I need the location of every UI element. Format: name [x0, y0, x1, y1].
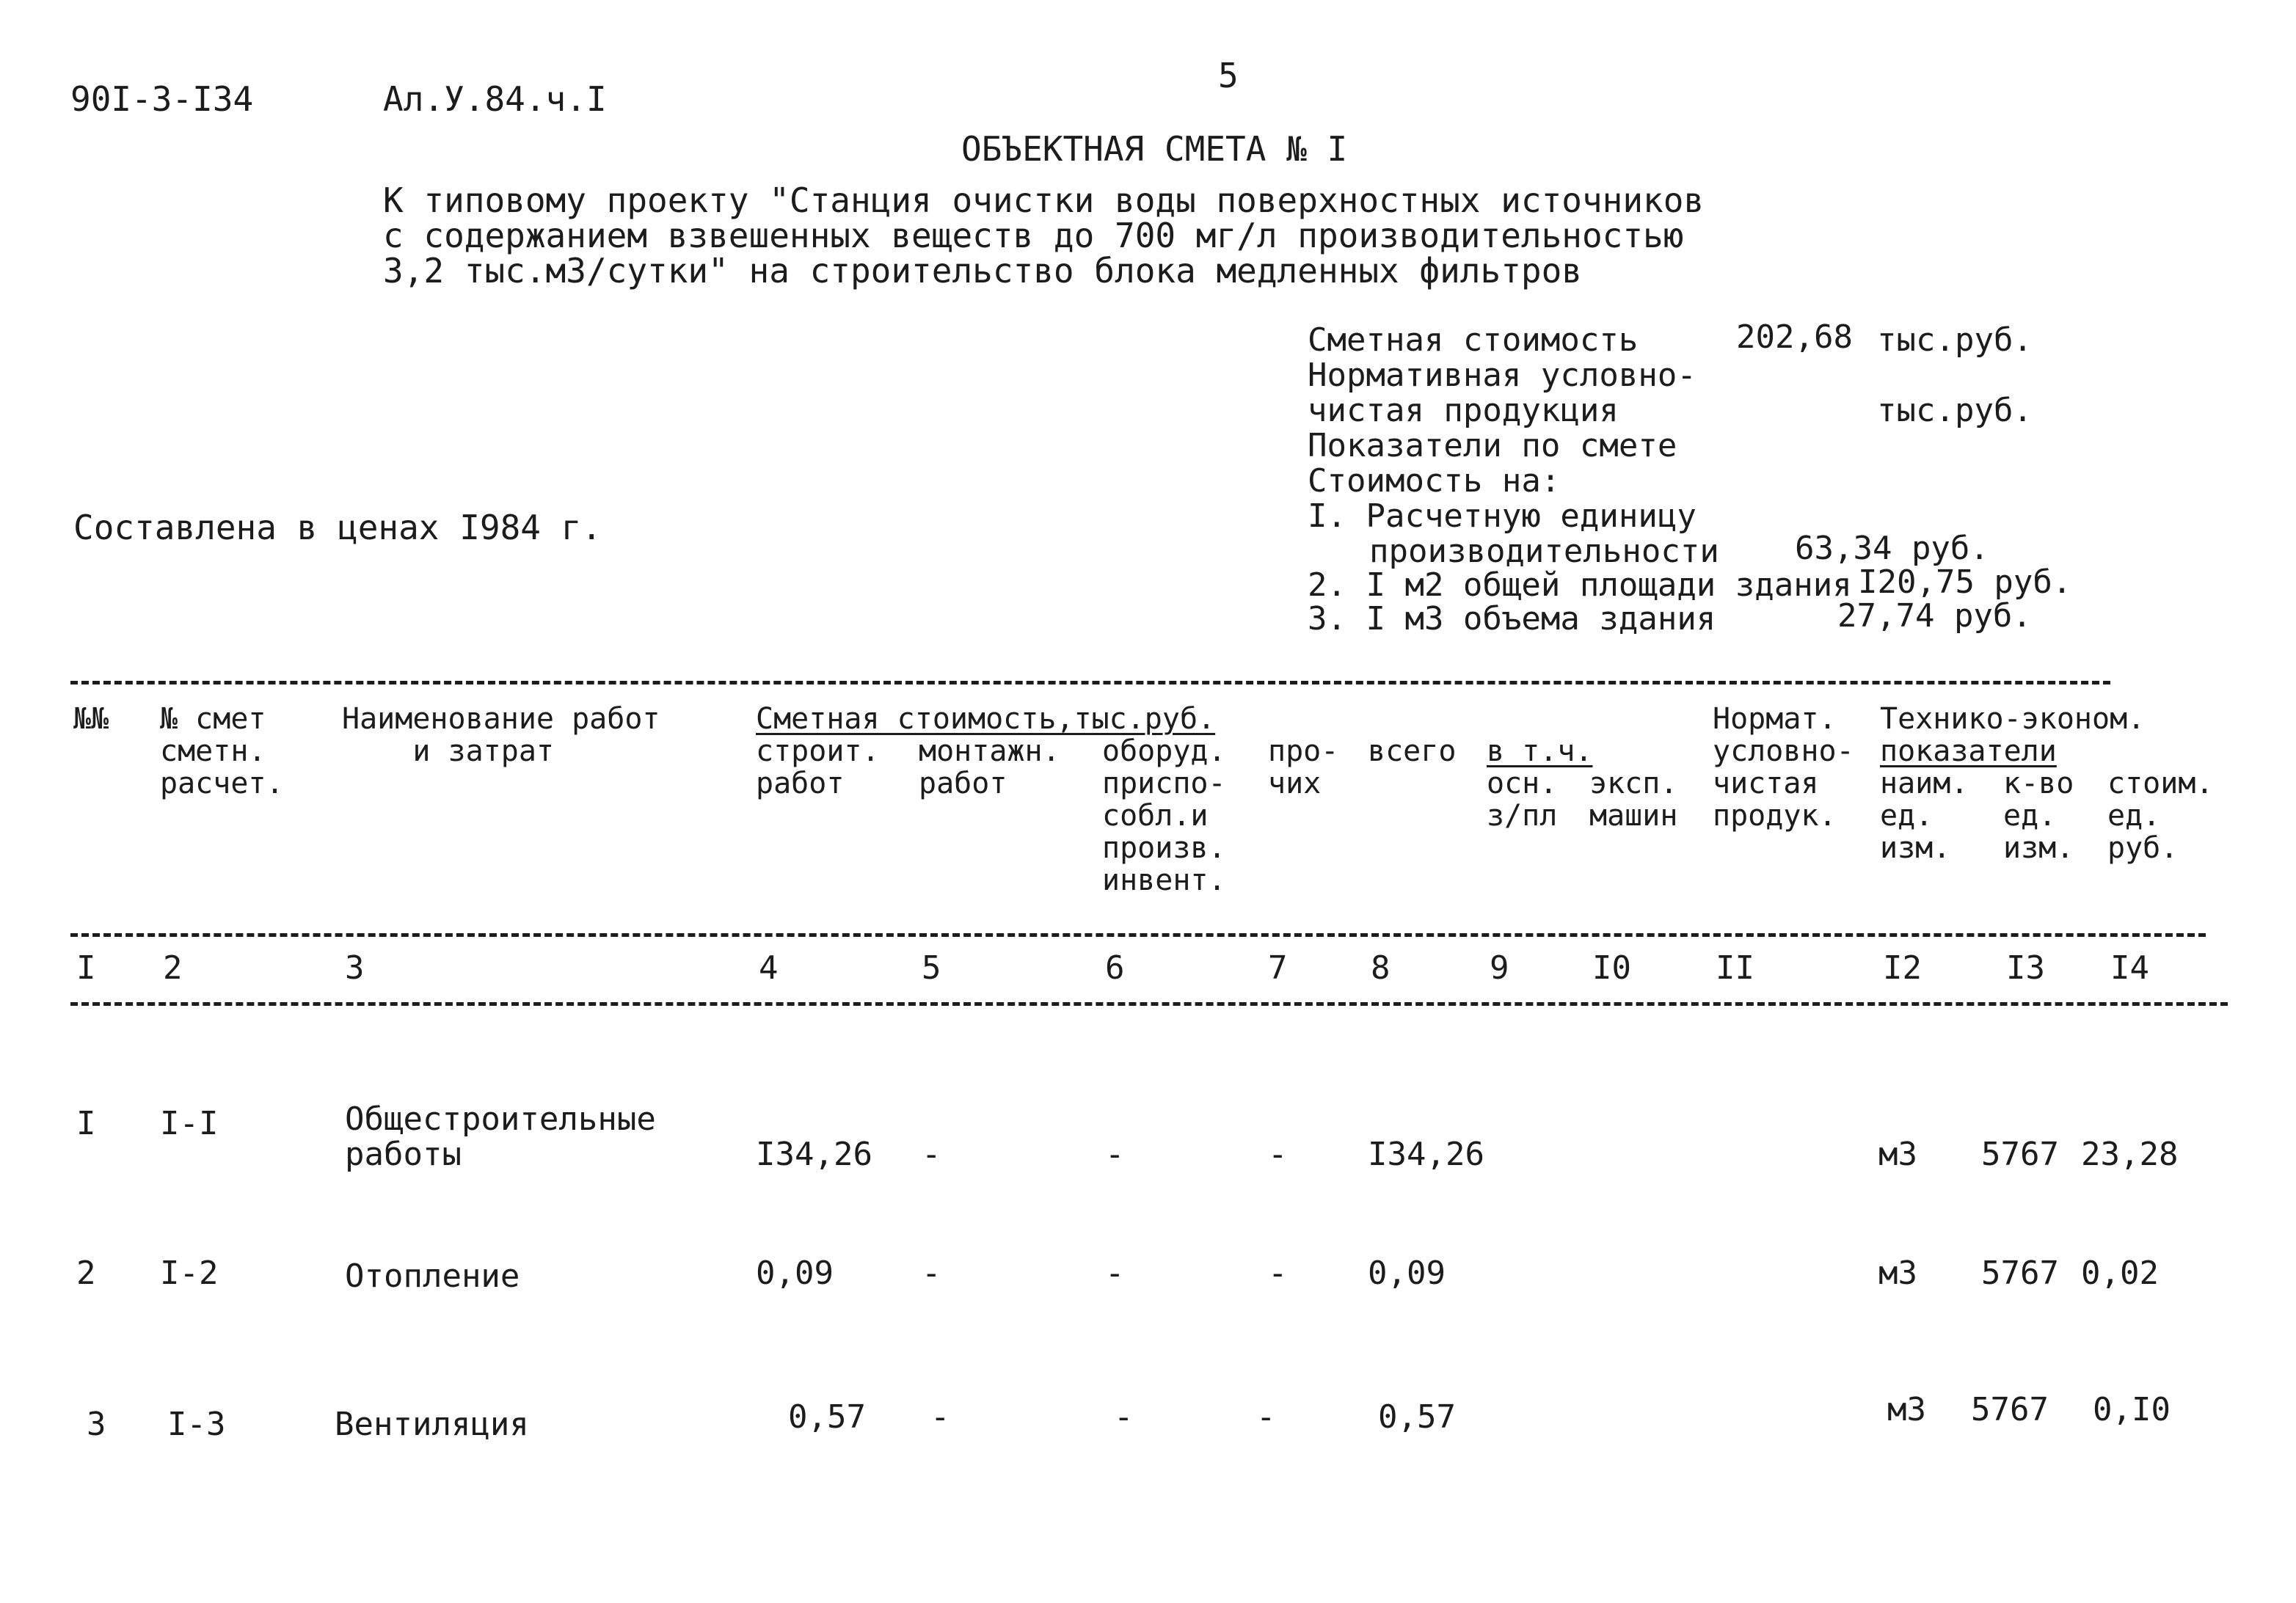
row-unit: м3	[1887, 1391, 1926, 1428]
row-construction: I34,26	[756, 1136, 872, 1173]
row-quantity: 5767	[1981, 1136, 2059, 1173]
header-machine-exploitation: эксп. машин	[1589, 767, 1678, 833]
column-number: 9	[1490, 949, 1509, 987]
area-cost-value: I20,75 руб.	[1858, 563, 2072, 601]
column-number: I0	[1592, 949, 1631, 987]
normative-unit: тыс.руб.	[1877, 392, 2033, 429]
document-code: 90I-3-I34	[70, 79, 254, 119]
column-number: 5	[922, 949, 941, 987]
row-unit: м3	[1878, 1255, 1917, 1292]
area-cost-label: 2. I м2 общей площади здания	[1308, 566, 1852, 604]
page-number: 5	[1218, 56, 1239, 95]
row-equipment: -	[1114, 1398, 1134, 1436]
row-other: -	[1268, 1136, 1288, 1173]
column-number: 7	[1268, 949, 1288, 987]
cost-on-label: Стоимость на:	[1308, 462, 1561, 500]
row-number: 3	[87, 1406, 106, 1443]
row-unit: м3	[1878, 1136, 1917, 1173]
header-unit-cost: стоим. ед. руб.	[2107, 767, 2214, 865]
volume-cost-label: 3. I м3 объема здания	[1308, 600, 1716, 638]
row-equipment: -	[1105, 1255, 1125, 1292]
normative-label-2: чистая продукция	[1308, 392, 1619, 429]
description-line-3: 3,2 тыс.м3/сутки" на строительство блока медленных фильтров	[383, 251, 1582, 291]
header-bottom-rule	[70, 933, 2206, 937]
description-line-2: с содержанием взвешенных веществ до 700 мг/л производительностью	[383, 216, 1684, 255]
row-work-name: Вентиляция	[335, 1406, 529, 1443]
row-number: I	[76, 1105, 96, 1142]
unit-capacity-label-2: производительности	[1369, 533, 1719, 570]
row-unit-cost: 23,28	[2081, 1136, 2179, 1173]
header-including: в т.ч.	[1487, 734, 1593, 768]
header-num: №№	[73, 702, 109, 736]
row-quantity: 5767	[1971, 1391, 2049, 1428]
column-number: II	[1716, 949, 1754, 987]
header-total: всего	[1368, 734, 1457, 768]
header-tech-econ-group: Технико-эконом.	[1880, 702, 2146, 736]
column-number: I3	[2006, 949, 2045, 987]
column-number: 2	[163, 949, 183, 987]
cost-unit: тыс.руб.	[1877, 321, 2033, 359]
column-number: 8	[1371, 949, 1391, 987]
header-basic-wages: осн. з/пл	[1487, 767, 1558, 833]
row-estimate: I-3	[167, 1406, 226, 1443]
row-construction: 0,09	[756, 1255, 834, 1292]
column-number: I4	[2110, 949, 2149, 987]
row-installation: -	[922, 1136, 941, 1173]
column-number: 4	[759, 949, 779, 987]
column-number: 6	[1105, 949, 1125, 987]
unit-capacity-value: 63,34 руб.	[1795, 530, 1989, 567]
column-numbers-bottom-rule	[70, 1002, 2228, 1006]
row-other: -	[1268, 1255, 1288, 1292]
header-unit-name: наим. ед. изм.	[1880, 767, 1969, 865]
row-total: 0,09	[1368, 1255, 1446, 1292]
column-number: 3	[345, 949, 365, 987]
row-number: 2	[76, 1255, 96, 1292]
header-equipment: оборуд. приспо- собл.и произв. инвент.	[1102, 734, 1226, 897]
indicators-label: Показатели по смете	[1308, 427, 1677, 464]
row-estimate: I-I	[160, 1105, 219, 1142]
header-indicators: показатели	[1880, 734, 2057, 768]
prices-note: Составлена в ценах I984 г.	[73, 508, 602, 547]
header-construction: строит. работ	[756, 734, 880, 800]
description-line-1: К типовому проекту "Станция очистки воды поверхностных источников	[383, 180, 1705, 220]
album-reference: Ал.У.84.ч.I	[383, 79, 607, 119]
header-work-name: Наименование работ и затрат	[342, 702, 660, 768]
cost-value: 202,68	[1736, 318, 1853, 356]
row-work-name: Общестроительные работы	[345, 1100, 656, 1173]
table-top-rule	[70, 681, 2110, 684]
row-quantity: 5767	[1981, 1255, 2059, 1292]
row-other: -	[1256, 1398, 1276, 1436]
document-title: ОБЪЕКТНАЯ СМЕТА № I	[961, 129, 1348, 169]
header-normative-product: Нормат. условно- чистая продук.	[1713, 702, 1854, 833]
normative-label-1: Нормативная условно-	[1308, 357, 1697, 394]
row-total: I34,26	[1368, 1136, 1484, 1173]
column-number: I	[76, 949, 96, 987]
row-installation: -	[930, 1398, 950, 1436]
row-construction: 0,57	[788, 1398, 866, 1436]
header-cost-group: Сметная стоимость,тыс.руб.	[756, 702, 1216, 736]
cost-label: Сметная стоимость	[1308, 321, 1639, 359]
row-unit-cost: 0,I0	[2093, 1391, 2171, 1428]
unit-capacity-label-1: I. Расчетную единицу	[1308, 497, 1697, 535]
row-estimate: I-2	[160, 1255, 219, 1292]
row-unit-cost: 0,02	[2081, 1255, 2159, 1292]
header-installation: монтажн. работ	[919, 734, 1060, 800]
row-work-name: Отопление	[345, 1257, 520, 1295]
header-quantity: к-во ед. изм.	[2003, 767, 2074, 865]
row-total: 0,57	[1378, 1398, 1456, 1436]
header-estimate-number: № смет сметн. расчет.	[160, 702, 284, 800]
row-equipment: -	[1105, 1136, 1125, 1173]
row-installation: -	[922, 1255, 941, 1292]
column-number: I2	[1883, 949, 1922, 987]
header-other: про- чих	[1268, 734, 1339, 800]
volume-cost-value: 27,74 руб.	[1837, 597, 2032, 635]
